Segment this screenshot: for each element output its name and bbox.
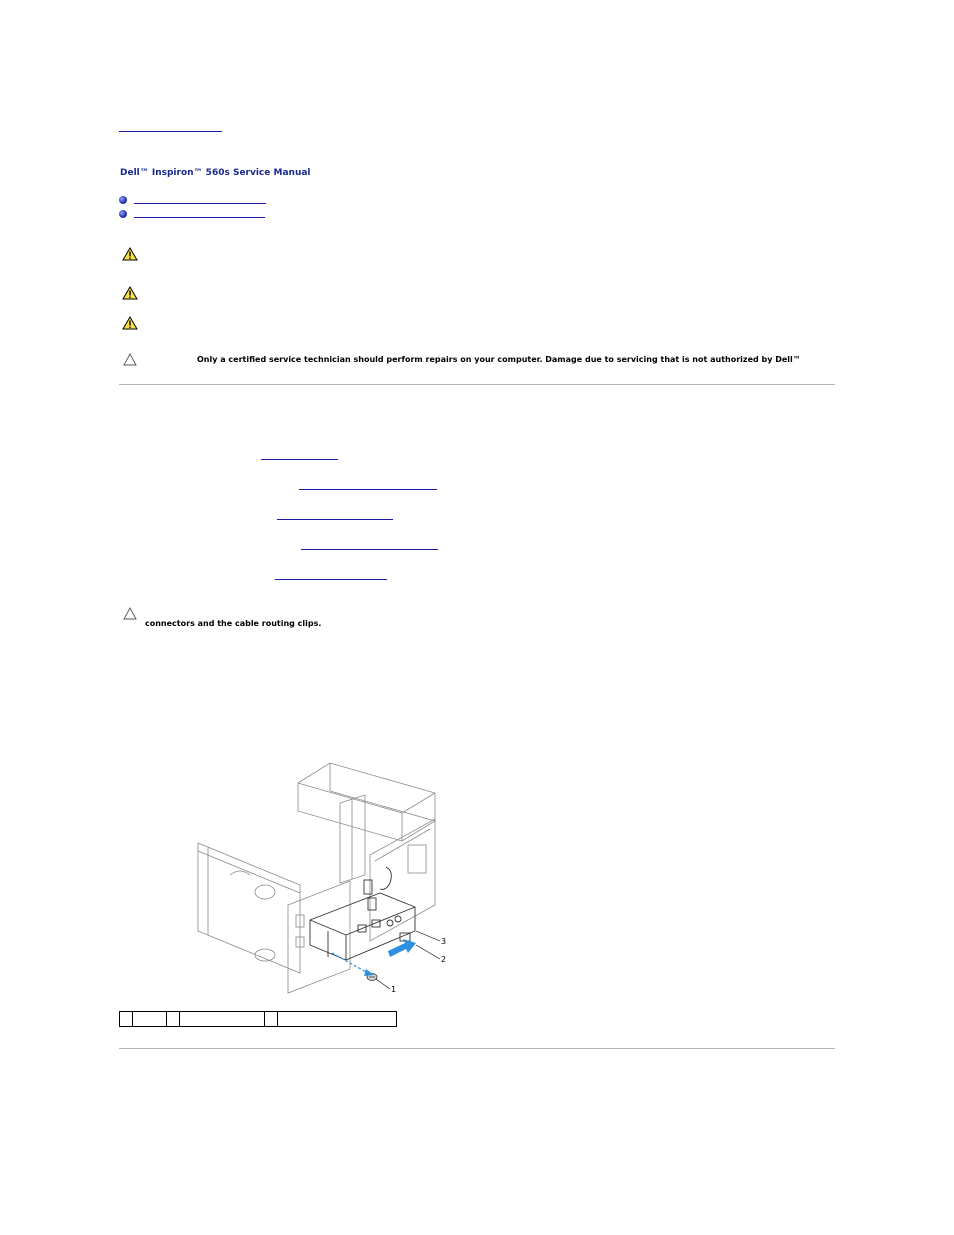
warning-icon xyxy=(122,286,138,300)
legend-label-cell xyxy=(180,1012,265,1027)
warning-icon xyxy=(122,247,138,261)
legend-number-cell xyxy=(167,1012,180,1027)
callout-1: 1 xyxy=(391,985,397,994)
callout-legend-table xyxy=(119,1011,397,1027)
toc-link-removing[interactable] xyxy=(134,203,266,204)
legend-number-cell xyxy=(120,1012,133,1027)
bullet-icon xyxy=(119,210,127,218)
warning-icon xyxy=(122,316,138,330)
legend-number-cell xyxy=(265,1012,278,1027)
step-link-2[interactable] xyxy=(299,489,437,490)
callout-2: 2 xyxy=(441,955,447,964)
step-link-3[interactable] xyxy=(277,519,393,520)
contents-link[interactable] xyxy=(119,131,222,132)
io-panel-illustration xyxy=(190,755,460,995)
step-link-5[interactable] xyxy=(275,579,387,580)
legend-label-cell xyxy=(278,1012,397,1027)
page-title: Dell™ Inspiron™ 560s Service Manual xyxy=(120,168,311,178)
step-link-4[interactable] xyxy=(301,549,438,550)
procedure-caution-note: connectors and the cable routing clips. xyxy=(145,619,322,628)
callout-3: 3 xyxy=(441,937,447,946)
toc-link-replacing[interactable] xyxy=(134,217,265,218)
caution-icon xyxy=(123,607,137,620)
caution-icon xyxy=(123,353,137,366)
step-link-1[interactable] xyxy=(261,459,338,460)
caution-note: Only a certified service technician should perform repairs on your computer. Damage due to servicing that is not authorized by Dell™ xyxy=(197,355,801,364)
section-divider xyxy=(119,384,835,385)
bullet-icon xyxy=(119,196,127,204)
section-divider xyxy=(119,1048,835,1049)
legend-label-cell xyxy=(133,1012,167,1027)
table-row xyxy=(120,1012,397,1027)
